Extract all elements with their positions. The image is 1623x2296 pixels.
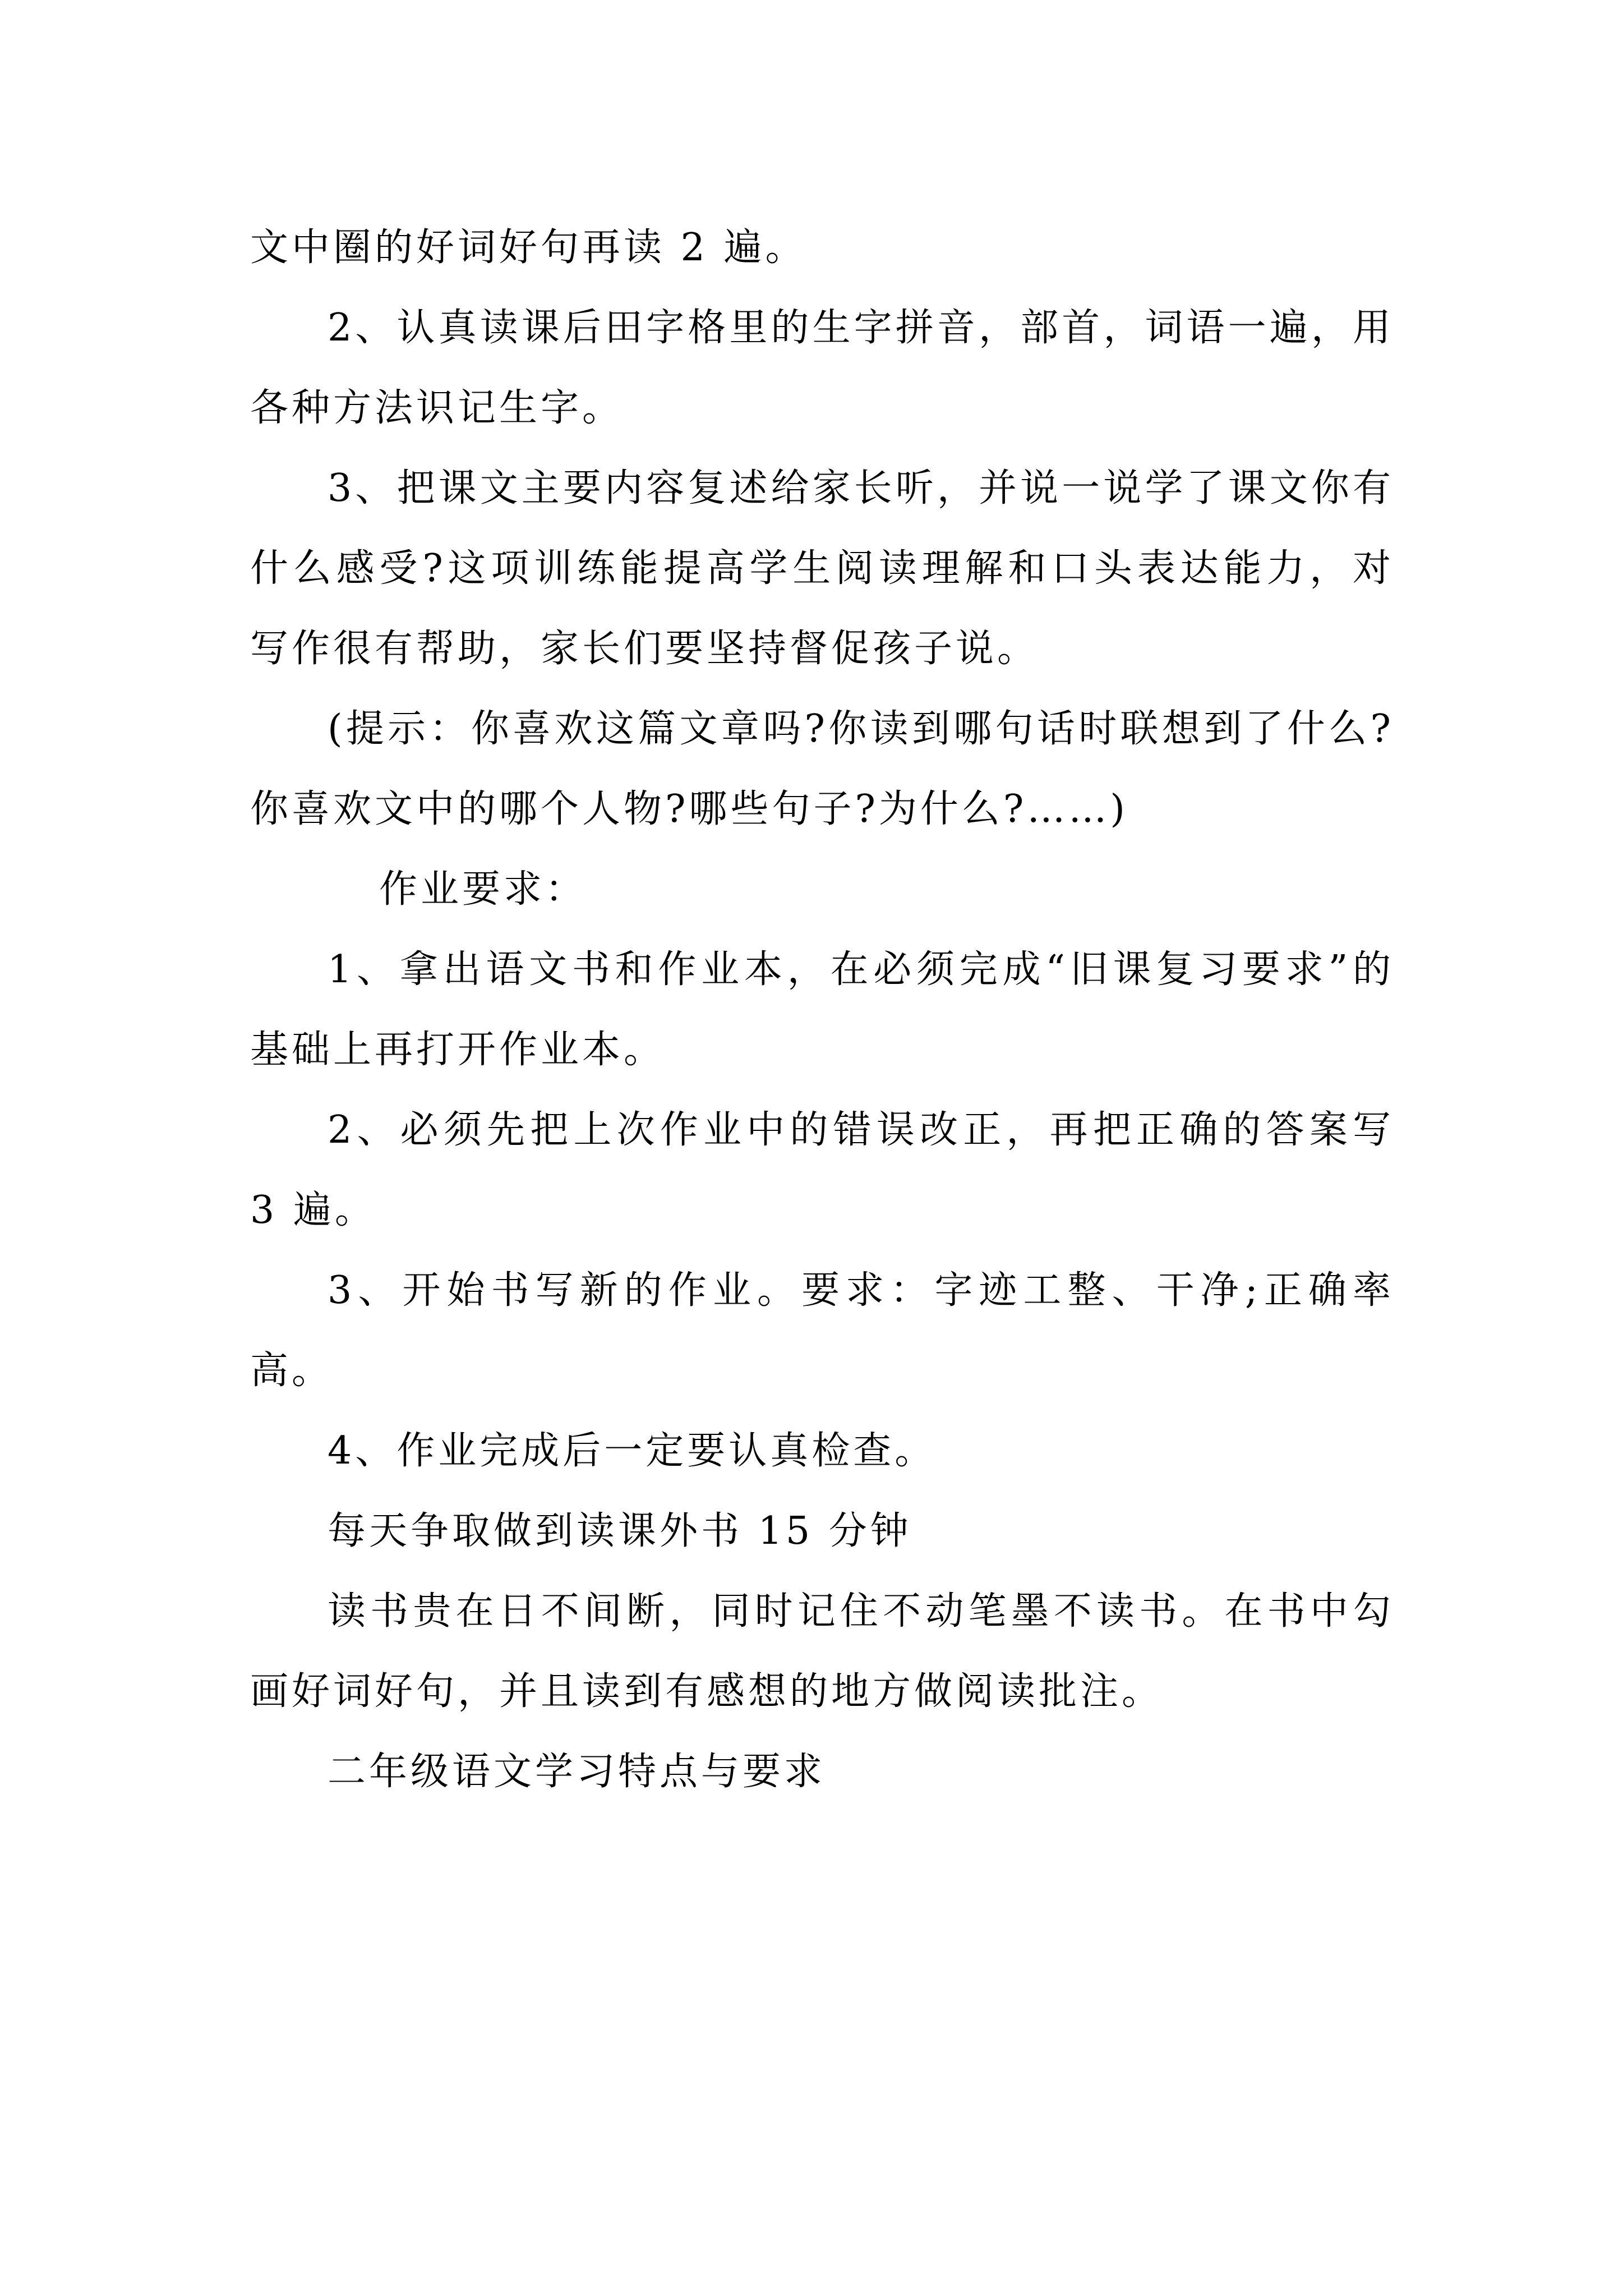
paragraph-hint: (提示：你喜欢这篇文章吗?你读到哪句话时联想到了什么?你喜欢文中的哪个人物?哪些句子?为什么?……) — [250, 707, 1394, 831]
document-body — [250, 208, 1394, 1812]
heading-homework-requirements: 作业要求： — [379, 867, 587, 912]
paragraph-homework-item-2: 2、必须先把上次作业中的错误改正，再把正确的答案写 3 遍。 — [250, 1108, 1394, 1232]
paragraph-homework-item-4: 4、作业完成后一定要认真检查。 — [328, 1429, 937, 1473]
paragraph-item-2-pinyin: 2、认真读课后田字格里的生字拼音，部首，词语一遍，用各种方法识记生字。 — [250, 306, 1394, 430]
paragraph-reading-habit: 读书贵在日不间断，同时记住不动笔墨不读书。在书中勾画好词好句，并且读到有感想的地方做阅读批注。 — [250, 1589, 1394, 1714]
paragraph-homework-item-3: 3、开始书写新的作业。要求：字迹工整、干净;正确率高。 — [250, 1268, 1394, 1393]
paragraph-daily-reading: 每天争取做到读课外书 15 分钟 — [328, 1509, 912, 1553]
paragraph-homework-item-1: 1、拿出语文书和作业本，在必须完成“旧课复习要求”的基础上再打开作业本。 — [250, 947, 1394, 1072]
paragraph-reread-phrases: 文中圈的好词好句再读 2 遍。 — [250, 226, 807, 270]
section-title-grade-two: 二年级语文学习特点与要求 — [328, 1750, 826, 1794]
paragraph-item-3-retell: 3、把课文主要内容复述给家长听，并说一说学了课文你有什么感受?这项训练能提高学生阅读理解和口头表达能力，对写作很有帮助，家长们要坚持督促孩子说。 — [250, 466, 1394, 671]
